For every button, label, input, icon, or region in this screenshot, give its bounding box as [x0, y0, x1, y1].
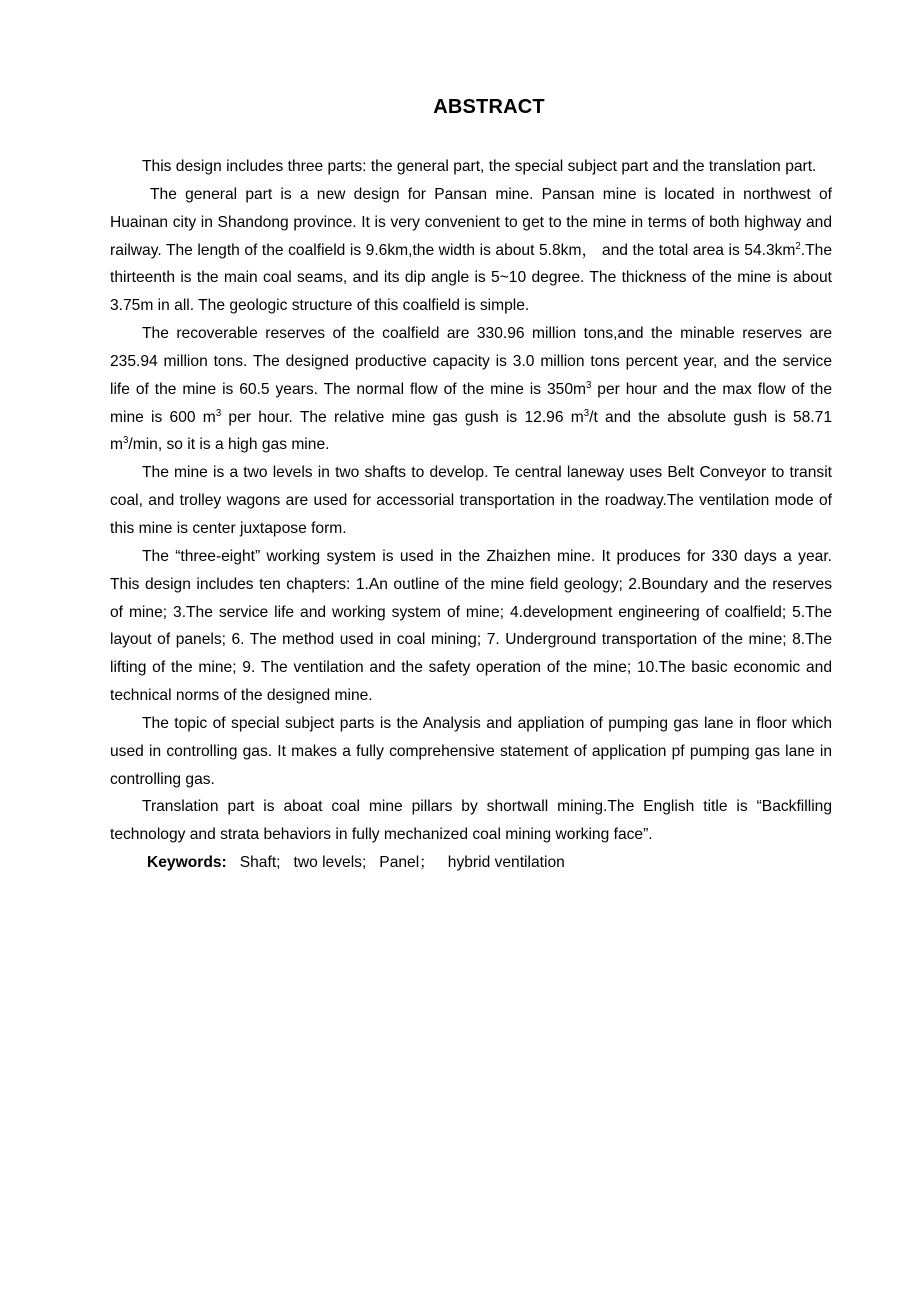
superscript: 3	[123, 435, 129, 447]
page-title: ABSTRACT	[433, 96, 545, 118]
paragraph-reserves-text-b: per hour and the max flow of the mine is 600 m	[110, 380, 832, 426]
keywords-line	[110, 849, 832, 877]
keyword-item: Panel；	[379, 854, 435, 872]
paragraph-general-part-tail: .The thirteenth is the main coal seams, and its dip angle is 5~10 degree. The thickness of the mine is about 3.75m in all. The geologic structure of this coalfield is simple.	[110, 241, 832, 315]
paragraph-development: The mine is a two levels in two shafts to develop. Te central laneway uses Belt Conveyor to transit coal, and trolley wagons are used for accessorial transportation in the roadway.The ventilation mode of this mine is center juxtapose form.	[110, 464, 832, 537]
keyword-item: Shaft;	[239, 854, 281, 872]
paragraph-general-part	[110, 181, 832, 320]
paragraph-reserves-text-d: /t and the absolute gush is 58.71 m	[110, 408, 832, 454]
keyword-item: hybrid ventilation	[447, 854, 565, 872]
superscript: 3	[586, 379, 592, 391]
paragraph-reserves-text-a: The recoverable reserves of the coalfield are 330.96 million tons,and the minable reserves are 235.94 million tons. The designed productive capacity is 3.0 million tons percent year, and the service life of the mine is 60.5 years. The normal flow of the mine is 350m	[110, 325, 832, 398]
paragraph-working-system: The “three-eight” working system is used in the Zhaizhen mine. It produces for 330 days a year. This design includes ten chapters: 1.An outline of the mine field geology; 2.Boundary and the reserves of mine; 3.The service life and working system of mine; 4.development engineering of coalfield; 5.The layout of panels; 6. The method used in coal mining; 7. Underground transportation of the mine; 8.The lifting of the mine; 9. The ventilation and the safety operation of the mine; 10.The basic economic and technical norms of the designed mine.	[110, 547, 832, 705]
keyword-item: two levels;	[293, 854, 367, 872]
abstract-body	[110, 153, 832, 877]
paragraph-reserves	[110, 320, 832, 459]
keywords-label: Keywords:	[147, 854, 227, 872]
paragraph-translation: Translation part is aboat coal mine pillars by shortwall mining.The English title is “Backfilling technology and strata behaviors in fully mechanized coal mining working face”.	[110, 798, 832, 844]
superscript: 3	[583, 407, 590, 419]
superscript: 2	[795, 240, 801, 252]
paragraph-general-part-text: The general part is a new design for Pansan mine. Pansan mine is located in northwest of Huainan city in Shandong province. It is very convenient to get to the mine in terms of both highway and railway. The length of the coalfield is 9.6km,the width is about 5.8km， and the total area is 54.3km	[110, 185, 832, 259]
paragraph-reserves-text-c: per hour. The relative mine gas gush is 12.96 m	[221, 408, 584, 426]
paragraph-intro: This design includes three parts: the general part, the special subject part and the translation part.	[142, 158, 817, 175]
superscript: 3	[215, 407, 222, 419]
paragraph-special-subject: The topic of special subject parts is the Analysis and appliation of pumping gas lane in floor which used in controlling gas. It makes a fully comprehensive statement of application pf pumping gas lane in controlling gas.	[110, 714, 832, 788]
paragraph-reserves-text-e: /min, so it is a high gas mine.	[128, 436, 330, 454]
